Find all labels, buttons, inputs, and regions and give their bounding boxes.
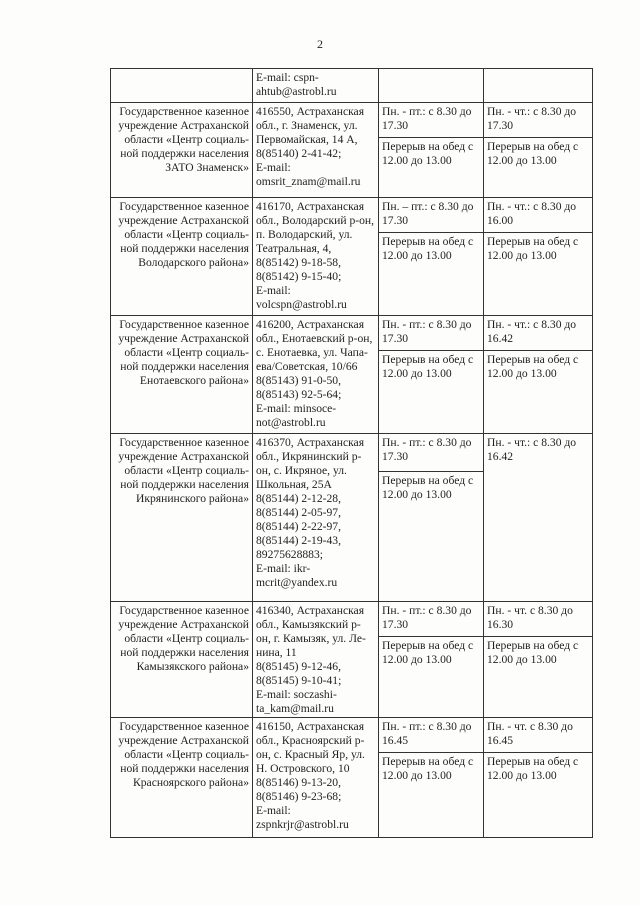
social-support-centers-table	[110, 68, 593, 838]
address-cell: 416550, Астраханская обл., г. Знаменск, ул. Первомайская, 14 А, 8(85140) 2-41-42; E-mail: omsrit_znam@mail.ru	[253, 103, 379, 198]
break-cell-1: Перерыв на обед с 12.00 до 13.00	[379, 637, 484, 718]
hours-cell-2: Пн. - чт. с 8.30 до 16.30	[484, 602, 593, 637]
page-number: 2	[317, 37, 323, 51]
org-cell: Государственное казенное учреждение Астраханской области «Центр социаль-ной поддержки населения Камызякского района»	[111, 602, 253, 718]
break-cell-2: Перерыв на обед с 12.00 до 13.00	[484, 753, 593, 838]
schedule-cell-2	[484, 69, 593, 103]
table-row	[111, 602, 593, 637]
break-cell-2: Перерыв на обед с 12.00 до 13.00	[484, 351, 593, 434]
hours-cell-2: Пн. - чт.: с 8.30 до 16.42	[484, 316, 593, 351]
break-cell-2: Перерыв на обед с 12.00 до 13.00	[484, 138, 593, 198]
hours-cell-2: Пн. - чт.: с 8.30 до 17.30	[484, 103, 593, 138]
table-row	[111, 718, 593, 753]
hours-cell-2: Пн. - чт. с 8.30 до 16.45	[484, 718, 593, 753]
hours-cell-1: Пн. - пт.: с 8.30 до 16.45	[379, 718, 484, 753]
break-cell-2: Перерыв на обед с 12.00 до 13.00	[484, 233, 593, 316]
schedule-cell-1	[379, 69, 484, 103]
table-row-continuation	[111, 69, 593, 103]
org-cell: Государственное казенное учреждение Астраханской области «Центр социаль-ной поддержки населения Володарского района»	[111, 198, 253, 316]
hours-cell-1: Пн. - пт.: с 8.30 до 17.30	[379, 602, 484, 637]
address-cell: 416200, Астраханская обл., Енотаевский р-он, с. Енотаевка, ул. Чапа- ева/Советская, 10/66 8(85143) 91-0-50, 8(85143) 92-5-64; E-mail: minsoce- not@astrobl.ru	[253, 316, 379, 434]
org-cell	[111, 69, 253, 103]
address-cell: 416150, Астраханская обл., Красноярский р- он, с. Красный Яр, ул. Н. Островского, 10 8(85146) 9-13-20, 8(85146) 9-23-68; E-mail: zspnkrjr@astrobl.ru	[253, 718, 379, 838]
address-cell: 416340, Астраханская обл., Камызякский р- он, г. Камызяк, ул. Ле- нина, 11 8(85145) 9-12-46, 8(85145) 9-10-41; E-mail: soczashi- ta_kam@mail.ru	[253, 602, 379, 718]
table-row	[111, 316, 593, 351]
break-cell-1: Перерыв на обед с 12.00 до 13.00	[379, 233, 484, 316]
table-row	[111, 434, 593, 472]
hours-cell-1: Пн. – пт.: с 8.30 до 17.30	[379, 198, 484, 233]
table-row	[111, 198, 593, 233]
address-cell: 416370, Астраханская обл., Икрянинский р- он, с. Икряное, ул. Школьная, 25А 8(85144) 2-12-28, 8(85144) 2-05-97, 8(85144) 2-22-97, 8(85144) 2-19-43, 89275628883; E-mail: ikr- mcrit@yandex.ru	[253, 434, 379, 602]
org-cell: Государственное казенное учреждение Астраханской области «Центр социаль-ной поддержки населения Икрянинского района»	[111, 434, 253, 602]
org-cell: Государственное казенное учреждение Астраханской области «Центр социаль-ной поддержки населения ЗАТО Знаменск»	[111, 103, 253, 198]
org-cell: Государственное казенное учреждение Астраханской области «Центр социаль-ной поддержки населения Енотаевского района»	[111, 316, 253, 434]
break-cell-1: Перерыв на обед с 12.00 до 13.00	[379, 351, 484, 434]
hours-cell-2: Пн. - чт.: с 8.30 до 16.42	[484, 434, 593, 602]
hours-cell-1: Пн. - пт.: с 8.30 до 17.30	[379, 103, 484, 138]
address-cell: E-mail: cspn- ahtub@astrobl.ru	[253, 69, 379, 103]
break-cell-1: Перерыв на обед с 12.00 до 13.00	[379, 138, 484, 198]
org-cell: Государственное казенное учреждение Астраханской области «Центр социаль-ной поддержки населения Красноярского района»	[111, 718, 253, 838]
hours-cell-2: Пн. - чт.: с 8.30 до 16.00	[484, 198, 593, 233]
break-cell-2: Перерыв на обед с 12.00 до 13.00	[484, 637, 593, 718]
hours-cell-1: Пн. - пт.: с 8.30 до 17.30	[379, 434, 484, 472]
address-cell: 416170, Астраханская обл., Володарский р-он, п. Володарский, ул. Театральная, 4, 8(85142) 9-18-58, 8(85142) 9-15-40; E-mail: volcspn@astrobl.ru	[253, 198, 379, 316]
break-cell-1: Перерыв на обед с 12.00 до 13.00	[379, 472, 484, 602]
hours-cell-1: Пн. - пт.: с 8.30 до 17.30	[379, 316, 484, 351]
table-row	[111, 103, 593, 138]
break-cell-1: Перерыв на обед с 12.00 до 13.00	[379, 753, 484, 838]
